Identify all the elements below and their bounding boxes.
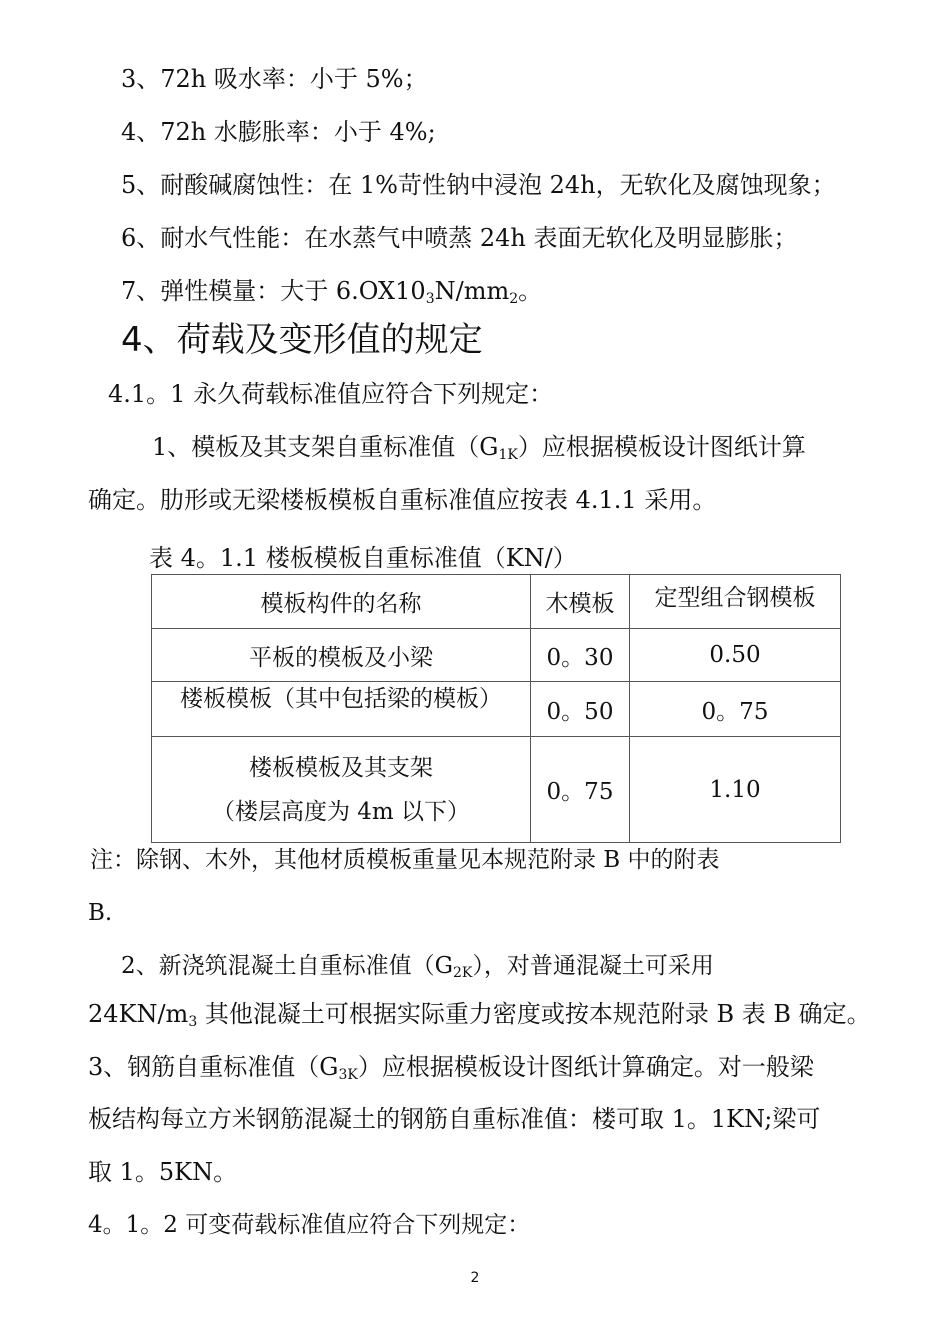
text-segment: ），对普通混凝土可采用 [472, 953, 714, 979]
row-steel: 1.10 [630, 737, 841, 843]
section-heading: 4、荷载及变形值的规定 [121, 320, 483, 360]
load-table [151, 574, 841, 843]
text-segment: 。 [518, 277, 543, 305]
subscript: 1K [498, 447, 518, 463]
row-name-line-2: （楼层高度为 4m 以下） [211, 798, 471, 825]
item-5-corrosion-resistance: 5、耐酸碱腐蚀性：在 1%苛性钠中浸泡 24h，无软化及腐蚀现象； [121, 171, 836, 199]
header-steel: 定型组合钢模板 [630, 575, 841, 629]
table-header-row [152, 575, 841, 629]
row-wood: 0。50 [531, 682, 630, 737]
header-name: 模板构件的名称 [152, 575, 531, 629]
row-steel: 0.50 [630, 629, 841, 682]
superscript: 3 [188, 1014, 198, 1030]
item-7-elastic-modulus [121, 276, 542, 314]
text-segment: 其他混凝土可根据实际重力密度或按本规范附录 B 表 B 确定。 [197, 1000, 871, 1028]
table-caption: 表 4。1.1 楼板模板自重标准值（KN/） [149, 544, 577, 572]
paragraph-4-1-2: 4。1。2 可变荷载标准值应符合下列规定： [88, 1212, 531, 1238]
row-wood: 0。75 [531, 737, 630, 843]
item-1-line-1 [152, 432, 806, 470]
item-3-line-3: 取 1。5KN。 [88, 1158, 238, 1186]
row-name-line-1: 楼板模板及其支架 [249, 754, 433, 781]
text-segment: 7、弹性模量：大于 6.OX10 [121, 277, 426, 305]
text-segment: 1、模板及其支架自重标准值（G [152, 433, 499, 461]
row-name [152, 737, 531, 843]
subscript: 3K [338, 1067, 358, 1083]
table-note-line-2: B. [88, 900, 113, 926]
text-segment: 24KN/m [88, 1000, 189, 1028]
row-steel: 0。75 [630, 682, 841, 737]
header-wood: 木模板 [531, 575, 630, 629]
table-note-line-1: 注：除钢、木外，其他材质模板重量见本规范附录 B 中的附表 [90, 847, 720, 873]
row-name: 平板的模板及小梁 [152, 629, 531, 682]
item-1-line-2: 确定。肋形或无梁楼板模板自重标准值应按表 4.1.1 采用。 [88, 486, 717, 514]
text-segment: N/mm [434, 277, 510, 305]
item-3-line-2: 板结构每立方米钢筋混凝土的钢筋自重标准值：楼可取 1。1KN;梁可 [88, 1105, 821, 1133]
item-3-water-absorption: 3、72h 吸水率：小于 5%； [121, 65, 428, 93]
table-row [152, 682, 841, 737]
text-segment: ）应根据模板设计图纸计算确定。对一般梁 [357, 1053, 814, 1081]
item-2-line-2 [88, 999, 871, 1037]
superscript: 2 [509, 291, 519, 307]
item-4-water-swelling: 4、72h 水膨胀率：小于 4%; [121, 118, 436, 146]
subscript: 2K [453, 965, 473, 981]
text-segment: ）应根据模板设计图纸计算 [517, 433, 806, 461]
text-segment: 2、新浇筑混凝土自重标准值（G [121, 953, 454, 979]
row-name [152, 682, 531, 737]
superscript: 3 [425, 291, 435, 307]
item-2-line-1 [121, 951, 714, 988]
item-6-vapor-resistance: 6、耐水气性能：在水蒸气中喷蒸 24h 表面无软化及明显膨胀； [121, 224, 798, 252]
row-name-text: 楼板模板（其中包括梁的模板） [180, 686, 502, 712]
paragraph-4-1-1: 4.1。1 永久荷载标准值应符合下列规定： [108, 380, 554, 408]
item-3-line-1 [88, 1052, 814, 1090]
page-number: 2 [470, 1270, 480, 1286]
text-segment: 3、钢筋自重标准值（G [88, 1053, 339, 1081]
row-wood: 0。30 [531, 629, 630, 682]
table-row [152, 737, 841, 843]
table-row [152, 629, 841, 682]
